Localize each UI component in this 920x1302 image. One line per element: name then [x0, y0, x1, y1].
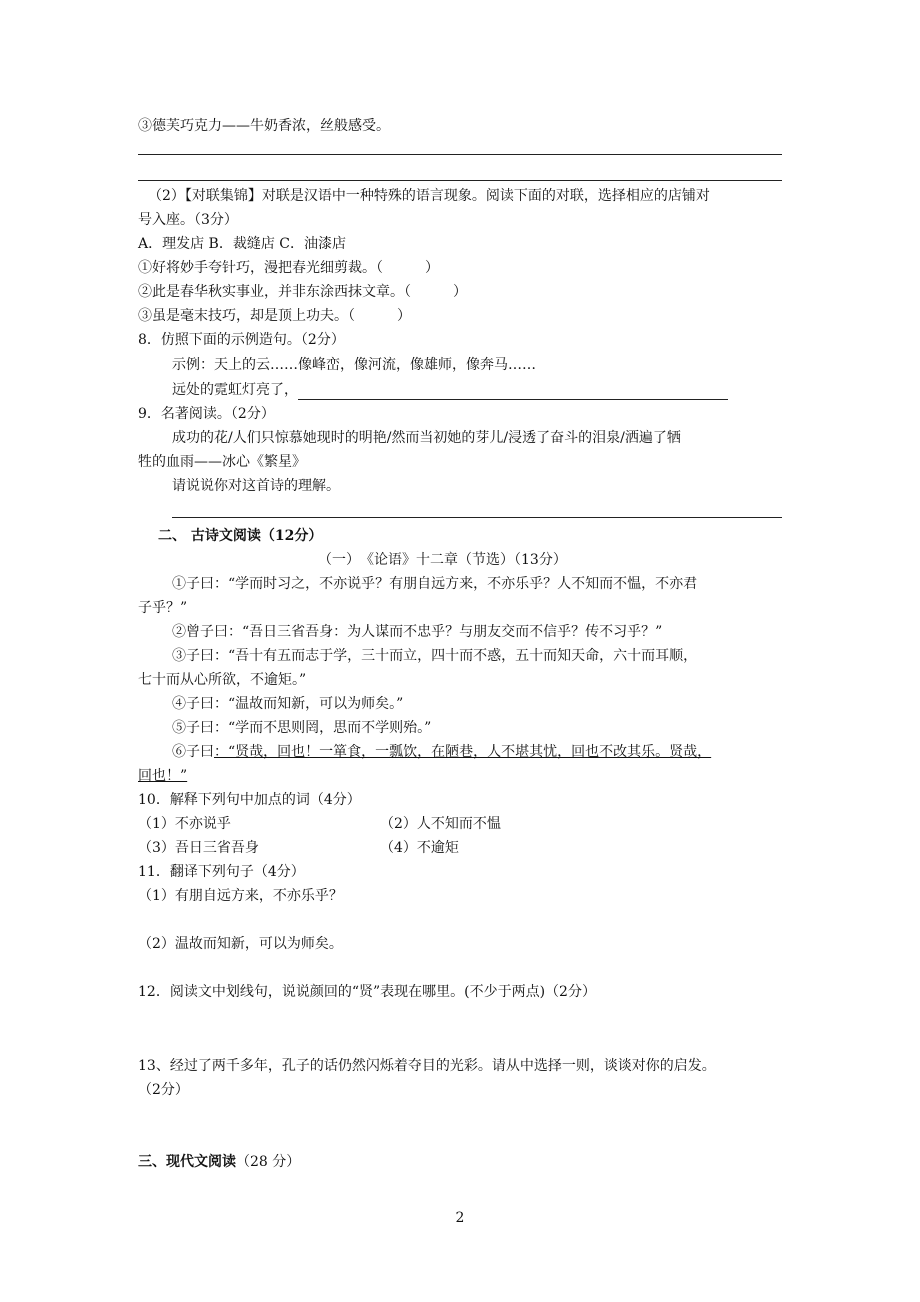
underlined-sentence: ：“贤哉，回也！一箪食，一瓢饮，在陋巷，人不堪其忧，回也不改其乐。贤哉， — [214, 744, 712, 760]
couplet-item-2: ②此是春华秋实事业，并非东涂西抹文章。（ ） — [138, 284, 467, 300]
q13-line-1: 13、经过了两千多年，孔子的话仍然闪烁着夺目的光彩。请从中选择一则，谈谈对你的启发。 — [138, 1058, 716, 1074]
q9-poem-line-1: 成功的花/人们只惊慕她现时的明艳/然而当初她的芽儿/浸透了奋斗的泪泉/洒遍了牺 — [172, 430, 681, 446]
answer-line — [172, 517, 782, 518]
lunyu-line-1a: ①子曰：“学而时习之，不亦说乎？有朋自远方来，不亦乐乎？人不知而不愠，不亦君 — [172, 576, 698, 592]
section-2-heading: 二、 古诗文阅读（12分） — [158, 528, 323, 544]
section-3-title: 三、现代文阅读 — [138, 1154, 236, 1170]
answer-line — [138, 180, 782, 181]
q11-item-1: （1）有朋自远方来，不亦乐乎？ — [138, 888, 343, 904]
couplet-item-3: ③虽是毫末技巧，却是顶上功夫。（ ） — [138, 308, 411, 324]
couplet-intro-line-1: （2）【对联集锦】对联是汉语中一种特殊的语言现象。阅读下面的对联，选择相应的店铺对 — [148, 188, 710, 204]
q10-item-3: （3）吾日三省吾身 — [138, 840, 259, 856]
q11-title: 11．翻译下列句子（4分） — [138, 864, 305, 880]
lunyu-line-5: ⑤子曰：“学而不思则罔，思而不学则殆。” — [172, 720, 432, 736]
q8-title: 8．仿照下面的示例造句。（2分） — [138, 332, 345, 348]
q9-title: 9．名著阅读。（2分） — [138, 406, 275, 422]
couplet-options: A．理发店 B．裁缝店 C．油漆店 — [138, 236, 347, 252]
section-3-heading — [138, 1152, 300, 1172]
lunyu-line-6a — [172, 742, 711, 762]
q12-text: 12．阅读文中划线句，说说颜回的“贤”表现在哪里。(不少于两点)（2分） — [138, 984, 596, 1000]
couplet-intro-line-2: 号入座。（3分） — [138, 212, 238, 228]
q10-title: 10．解释下列句中加点的词（4分） — [138, 792, 361, 808]
q11-item-2: （2）温故而知新，可以为师矣。 — [138, 936, 343, 952]
answer-line — [138, 154, 782, 155]
q9-poem-line-2: 牲的血雨——冰心《繁星》 — [138, 454, 306, 470]
couplet-item-1: ①好将妙手夸针巧，漫把春光细剪裁。（ ） — [138, 260, 439, 276]
q8-prompt-text: 远处的霓虹灯亮了， — [172, 382, 298, 398]
lunyu-line-6b: 回也！” — [138, 768, 188, 784]
q8-prompt — [172, 380, 728, 400]
q7-item-3: ③德芙巧克力——牛奶香浓，丝般感受。 — [138, 118, 390, 134]
lunyu-line-3b: 七十而从心所欲，不逾矩。” — [138, 672, 307, 688]
page-number: 2 — [455, 1210, 465, 1226]
lunyu-6-prefix: ⑥子曰 — [172, 744, 214, 760]
q10-item-1: （1）不亦说乎 — [138, 816, 231, 832]
answer-blank — [298, 383, 728, 400]
lunyu-line-3a: ③子曰：“吾十有五而志于学，三十而立，四十而不惑，五十而知天命，六十而耳顺， — [172, 648, 698, 664]
section-2-subheading: （一） 《论语》十二章（节选）（13分） — [318, 552, 567, 568]
q10-item-2: （2）人不知而不愠 — [380, 816, 501, 832]
lunyu-line-2: ②曾子曰：“吾日三省吾身：为人谋而不忠乎？与朋友交而不信乎？传不习乎？” — [172, 624, 663, 640]
q8-example: 示例：天上的云……像峰峦，像河流，像雄师，像奔马…… — [172, 357, 536, 373]
lunyu-line-4: ④子曰：“温故而知新，可以为师矣。” — [172, 696, 404, 712]
q9-ask: 请说说你对这首诗的理解。 — [172, 478, 340, 494]
q10-item-4: （4）不逾矩 — [380, 840, 459, 856]
q13-line-2: （2分） — [138, 1082, 189, 1098]
lunyu-line-1b: 子乎？” — [138, 600, 188, 616]
section-3-score: （28 分） — [236, 1154, 301, 1170]
